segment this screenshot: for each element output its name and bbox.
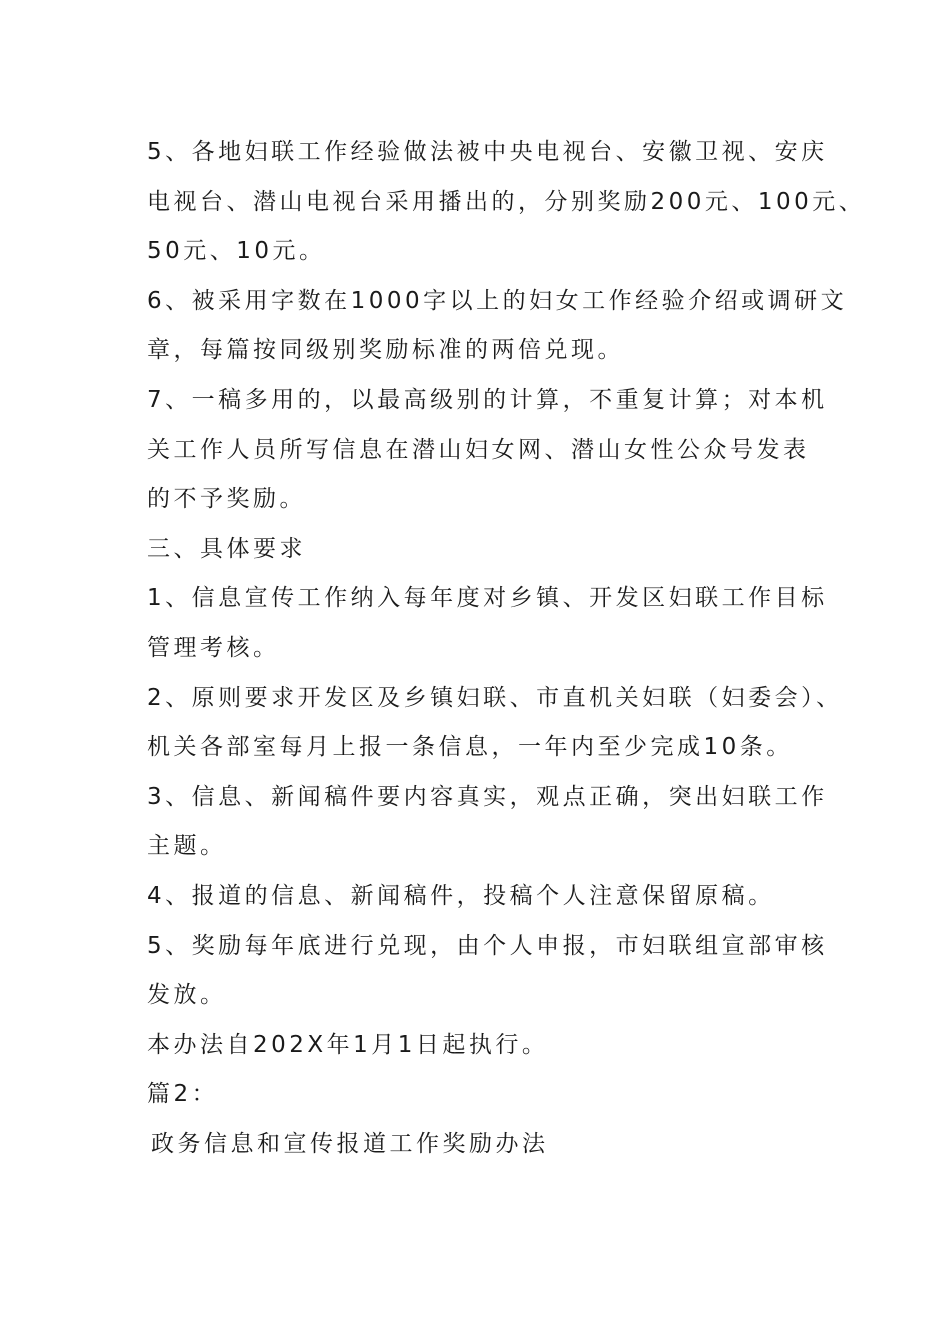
text-line: 关工作人员所写信息在潜山妇女网、潜山女性公众号发表 xyxy=(147,436,810,463)
text-line: 机关各部室每月上报一条信息，一年内至少完成10条。 xyxy=(147,734,793,761)
text-line: 4、报道的信息、新闻稿件，投稿个人注意保留原稿。 xyxy=(147,882,775,909)
text-line: 1、信息宣传工作纳入每年度对乡镇、开发区妇联工作目标 xyxy=(147,585,828,612)
text-line: 5、奖励每年底进行兑现，由个人申报，市妇联组宣部审核 xyxy=(147,932,828,959)
text-line: 管理考核。 xyxy=(147,634,280,661)
text-line: 7、一稿多用的，以最高级别的计算，不重复计算；对本机 xyxy=(147,386,828,413)
text-line: 50元、10元。 xyxy=(147,238,326,265)
text-line: 发放。 xyxy=(147,982,227,1009)
text-line: 6、被采用字数在1000字以上的妇女工作经验介绍或调研文 xyxy=(147,287,848,314)
text-line: 主题。 xyxy=(147,833,227,860)
effective-date-line: 本办法自202X年1月1日起执行。 xyxy=(147,1031,549,1058)
text-line: 电视台、潜山电视台采用播出的，分别奖励200元、100元、 xyxy=(147,188,866,215)
document-title: 政务信息和宣传报道工作奖励办法 xyxy=(151,1130,549,1157)
text-line: 的不予奖励。 xyxy=(147,486,306,513)
text-line: 3、信息、新闻稿件要内容真实，观点正确，突出妇联工作 xyxy=(147,783,828,810)
section-heading: 三、具体要求 xyxy=(147,535,306,562)
text-line: 2、原则要求开发区及乡镇妇联、市直机关妇联（妇委会）、 xyxy=(147,684,843,711)
text-line: 5、各地妇联工作经验做法被中央电视台、安徽卫视、安庆 xyxy=(147,139,828,165)
text-line: 章，每篇按同级别奖励标准的两倍兑现。 xyxy=(147,337,624,364)
document-body xyxy=(147,128,866,1169)
part-label: 篇2： xyxy=(147,1081,219,1108)
